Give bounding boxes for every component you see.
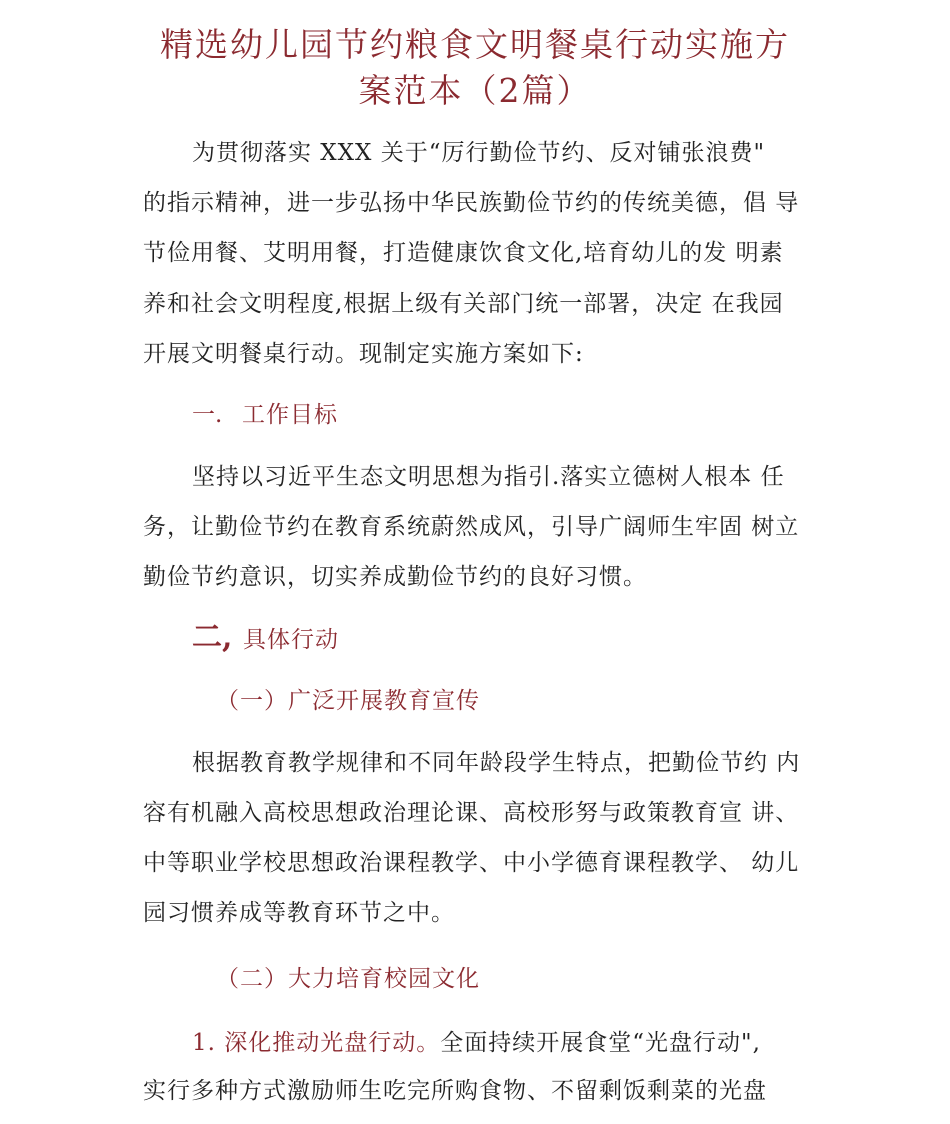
subsection-1-line-3: 中等职业学校思想政治课程教学、中小学德育课程教学、 幼儿 bbox=[143, 850, 800, 876]
item-1-line-1 bbox=[192, 1027, 761, 1059]
document-title-line-1: 精选幼儿园节约粮食文明餐桌行动实施方 bbox=[160, 25, 790, 64]
section-1-line-2: 务，让勤俭节约在教育系统蔚然成风，引导广阔师生牢固 树立 bbox=[143, 514, 800, 540]
subsection-2-title: （二）大力培育校园文化 bbox=[216, 966, 480, 992]
section-1-line-1: 坚持以习近平生态文明思想为指引.落实立德树人根本 任 bbox=[192, 464, 785, 490]
section-1-line-3: 勤俭节约意识，切实养成勤俭节约的良好习惯。 bbox=[143, 564, 647, 590]
subsection-1-line-1: 根据教育教学规律和不同年龄段学生特点，把勤俭节约 内 bbox=[192, 750, 801, 776]
section-2-title: 具体行动 bbox=[243, 627, 339, 653]
subsection-1-line-4: 园习惯养成等教育环节之中。 bbox=[143, 900, 455, 926]
item-1-line-2: 实行多种方式激励师生吃完所购食物、不留剩饭剩菜的光盘 bbox=[143, 1078, 767, 1104]
subsection-1-title: （一）广泛开展教育宣传 bbox=[216, 688, 480, 714]
item-1-text: 全面持续开展食堂“光盘行动", bbox=[440, 1030, 761, 1056]
intro-line-5: 开展文明餐桌行动。现制定实施方案如下: bbox=[143, 341, 584, 367]
intro-line-3: 节俭用餐、艾明用餐，打造健康饮食文化,培育幼儿的发 明素 bbox=[143, 240, 784, 266]
item-1-label: 1. 深化推动光盘行动。 bbox=[192, 1030, 441, 1056]
section-1-number: 一. bbox=[192, 402, 223, 428]
intro-line-1: 为贯彻落实 XXX 关于“厉行勤俭节约、反对铺张浪费" bbox=[192, 140, 766, 166]
section-2-number: 二, bbox=[192, 620, 233, 655]
subsection-1-line-2: 容有机融入高校思想政治理论课、高校形努与政策教育宣 讲、 bbox=[143, 800, 800, 826]
intro-line-2: 的指示精神，进一步弘扬中华民族勤俭节约的传统美德，倡 导 bbox=[143, 190, 800, 216]
document-title-line-2: 案范本（2篇） bbox=[358, 71, 592, 110]
intro-line-4: 养和社会文明程度,根据上级有关部门统一部署，决定 在我园 bbox=[143, 291, 784, 317]
section-1-title: 工作目标 bbox=[242, 402, 338, 428]
